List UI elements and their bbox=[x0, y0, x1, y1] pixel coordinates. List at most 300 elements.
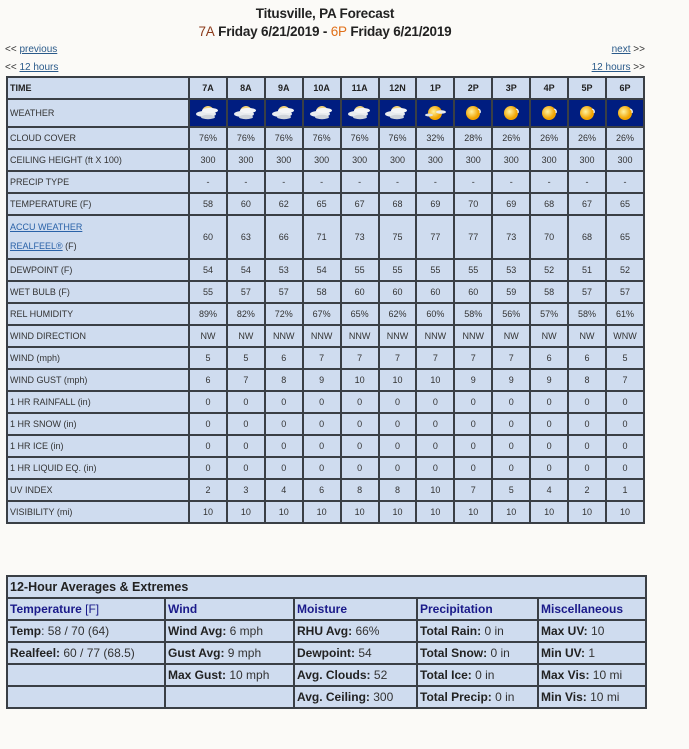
realfeel-unit: (F) bbox=[62, 241, 77, 251]
value-cell: 0 bbox=[606, 391, 644, 413]
row-label: WET BULB (F) bbox=[7, 281, 189, 303]
mostly-cloudy-icon bbox=[227, 99, 265, 127]
avg-rhu: RHU Avg: 66% bbox=[294, 620, 417, 642]
value-cell: 0 bbox=[530, 457, 568, 479]
accuweather-link[interactable]: ACCU WEATHER bbox=[10, 222, 83, 232]
time-row bbox=[7, 77, 644, 99]
value-cell: 10 bbox=[379, 501, 417, 523]
value-cell: 68 bbox=[568, 215, 606, 259]
value-cell: 9 bbox=[303, 369, 341, 391]
empty-cell bbox=[165, 686, 294, 708]
value-cell: 0 bbox=[454, 435, 492, 457]
value-cell: 67% bbox=[303, 303, 341, 325]
value-cell: 72% bbox=[265, 303, 303, 325]
value-cell: 65 bbox=[303, 193, 341, 215]
prev-arrows: << bbox=[5, 44, 20, 55]
value-cell: 0 bbox=[341, 391, 379, 413]
value-cell: 0 bbox=[454, 391, 492, 413]
table-row bbox=[7, 325, 644, 347]
value-cell: 5 bbox=[227, 347, 265, 369]
value-cell: 6 bbox=[568, 347, 606, 369]
value-cell: NNW bbox=[265, 325, 303, 347]
value-cell: 76% bbox=[379, 127, 417, 149]
table-row bbox=[7, 479, 644, 501]
value-cell: 32% bbox=[416, 127, 454, 149]
value-cell: 10 bbox=[606, 501, 644, 523]
value-cell: 0 bbox=[416, 413, 454, 435]
row-label: DEWPOINT (F) bbox=[7, 259, 189, 281]
value-cell: 0 bbox=[189, 457, 227, 479]
value-cell: 7 bbox=[379, 347, 417, 369]
value-cell: 7 bbox=[416, 347, 454, 369]
value-cell: 0 bbox=[530, 391, 568, 413]
value-cell: 7 bbox=[492, 347, 530, 369]
value-cell: 58 bbox=[303, 281, 341, 303]
value-cell: 73 bbox=[492, 215, 530, 259]
value-cell: 60 bbox=[227, 193, 265, 215]
value-cell: 0 bbox=[606, 413, 644, 435]
hourly-forecast-table bbox=[6, 76, 645, 524]
value-cell: 76% bbox=[341, 127, 379, 149]
value-cell: 0 bbox=[189, 391, 227, 413]
value-cell: 76% bbox=[189, 127, 227, 149]
value-cell: NNW bbox=[341, 325, 379, 347]
value-cell: 10 bbox=[379, 369, 417, 391]
value-cell: 0 bbox=[341, 457, 379, 479]
value-cell: 58 bbox=[530, 281, 568, 303]
value-cell: 55 bbox=[454, 259, 492, 281]
value-cell: 300 bbox=[189, 149, 227, 171]
nav-12hours bbox=[5, 62, 645, 73]
value-cell: 57 bbox=[227, 281, 265, 303]
row-label: REL HUMIDITY bbox=[7, 303, 189, 325]
value-cell: 0 bbox=[530, 435, 568, 457]
value-cell: 0 bbox=[416, 457, 454, 479]
value-cell: 8 bbox=[341, 479, 379, 501]
value-cell: 7 bbox=[303, 347, 341, 369]
value-cell: 76% bbox=[265, 127, 303, 149]
value-cell: 300 bbox=[568, 149, 606, 171]
value-cell: NW bbox=[492, 325, 530, 347]
realfeel-link[interactable]: REALFEEL® bbox=[10, 241, 63, 251]
value-cell: 10 bbox=[416, 479, 454, 501]
min-uv: Min UV: 1 bbox=[538, 642, 646, 664]
averages-table bbox=[6, 575, 647, 709]
value-cell: 0 bbox=[227, 391, 265, 413]
value-cell: 300 bbox=[341, 149, 379, 171]
value-cell: 0 bbox=[265, 435, 303, 457]
value-cell: 10 bbox=[568, 501, 606, 523]
value-cell: 3 bbox=[227, 479, 265, 501]
previous-12-hours-link[interactable]: 12 hours bbox=[19, 62, 59, 73]
section-miscellaneous: Miscellaneous bbox=[538, 598, 646, 620]
value-cell: 0 bbox=[606, 457, 644, 479]
value-cell: 10 bbox=[189, 501, 227, 523]
value-cell: 300 bbox=[265, 149, 303, 171]
value-cell: NNW bbox=[416, 325, 454, 347]
value-cell: 0 bbox=[492, 413, 530, 435]
value-cell: 58% bbox=[454, 303, 492, 325]
value-cell: NNW bbox=[454, 325, 492, 347]
value-cell: 7 bbox=[454, 347, 492, 369]
empty-cell bbox=[7, 664, 165, 686]
table-row bbox=[7, 149, 644, 171]
value-cell: 54 bbox=[189, 259, 227, 281]
empty-cell bbox=[7, 686, 165, 708]
row-label: CLOUD COVER bbox=[7, 127, 189, 149]
value-cell: 300 bbox=[303, 149, 341, 171]
table-row bbox=[7, 347, 644, 369]
value-cell: 10 bbox=[416, 369, 454, 391]
previous-link[interactable]: previous bbox=[19, 44, 58, 55]
value-cell: 65% bbox=[341, 303, 379, 325]
value-cell: 55 bbox=[416, 259, 454, 281]
value-cell: 300 bbox=[606, 149, 644, 171]
table-row bbox=[7, 259, 644, 281]
table-row bbox=[7, 193, 644, 215]
value-cell: 57% bbox=[530, 303, 568, 325]
table-row bbox=[7, 457, 644, 479]
total-precip: Total Precip: 0 in bbox=[417, 686, 538, 708]
value-cell: 58 bbox=[189, 193, 227, 215]
hour-header: 6P bbox=[606, 77, 644, 99]
value-cell: 5 bbox=[492, 479, 530, 501]
value-cell: 71 bbox=[303, 215, 341, 259]
value-cell: 8 bbox=[568, 369, 606, 391]
value-cell: 10 bbox=[530, 501, 568, 523]
sunny-icon bbox=[454, 99, 492, 127]
value-cell: 300 bbox=[530, 149, 568, 171]
avg-ceiling: Avg. Ceiling: 300 bbox=[294, 686, 417, 708]
max-visibility: Max Vis: 10 mi bbox=[538, 664, 646, 686]
value-cell: 73 bbox=[341, 215, 379, 259]
value-cell: 0 bbox=[227, 457, 265, 479]
value-cell: - bbox=[265, 171, 303, 193]
partly-sunny-icon bbox=[416, 99, 454, 127]
hour-header: 2P bbox=[454, 77, 492, 99]
value-cell: 7 bbox=[341, 347, 379, 369]
value-cell: 60% bbox=[416, 303, 454, 325]
value-cell: 65 bbox=[606, 215, 644, 259]
value-cell: 5 bbox=[189, 347, 227, 369]
range-start-date: Friday 6/21/2019 - bbox=[214, 24, 331, 39]
row-label: 1 HR ICE (in) bbox=[7, 435, 189, 457]
value-cell: 0 bbox=[568, 413, 606, 435]
table-row bbox=[7, 391, 644, 413]
value-cell: - bbox=[492, 171, 530, 193]
mostly-cloudy-icon bbox=[303, 99, 341, 127]
value-cell: 58% bbox=[568, 303, 606, 325]
value-cell: NW bbox=[227, 325, 265, 347]
value-cell: 62% bbox=[379, 303, 417, 325]
value-cell: 5 bbox=[606, 347, 644, 369]
value-cell: 0 bbox=[568, 391, 606, 413]
value-cell: 0 bbox=[341, 413, 379, 435]
value-cell: 0 bbox=[606, 435, 644, 457]
table-row bbox=[7, 369, 644, 391]
hour-header: 1P bbox=[416, 77, 454, 99]
value-cell: 8 bbox=[265, 369, 303, 391]
value-cell: 7 bbox=[606, 369, 644, 391]
value-cell: 67 bbox=[341, 193, 379, 215]
value-cell: - bbox=[606, 171, 644, 193]
value-cell: 300 bbox=[454, 149, 492, 171]
hour-header: 5P bbox=[568, 77, 606, 99]
hour-header: 12N bbox=[379, 77, 417, 99]
max-gust: Max Gust: 10 mph bbox=[165, 664, 294, 686]
value-cell: 300 bbox=[227, 149, 265, 171]
row-label: CEILING HEIGHT (ft X 100) bbox=[7, 149, 189, 171]
avg-dewpoint: Dewpoint: 54 bbox=[294, 642, 417, 664]
row-label: WEATHER bbox=[7, 99, 189, 127]
max-uv: Max UV: 10 bbox=[538, 620, 646, 642]
value-cell: 51 bbox=[568, 259, 606, 281]
value-cell: 70 bbox=[530, 215, 568, 259]
value-cell: 60 bbox=[341, 281, 379, 303]
value-cell: 0 bbox=[492, 457, 530, 479]
value-cell: - bbox=[303, 171, 341, 193]
page-header bbox=[0, 5, 650, 41]
table-row bbox=[7, 215, 644, 259]
sunny-icon bbox=[606, 99, 644, 127]
value-cell: 65 bbox=[606, 193, 644, 215]
section-moisture: Moisture bbox=[294, 598, 417, 620]
value-cell: - bbox=[227, 171, 265, 193]
value-cell: - bbox=[341, 171, 379, 193]
value-cell: 89% bbox=[189, 303, 227, 325]
value-cell: 8 bbox=[379, 479, 417, 501]
value-cell: 53 bbox=[265, 259, 303, 281]
row-label: 1 HR RAINFALL (in) bbox=[7, 391, 189, 413]
next-arrows: >> bbox=[630, 44, 645, 55]
value-cell: 53 bbox=[492, 259, 530, 281]
value-cell: 69 bbox=[416, 193, 454, 215]
table-row bbox=[7, 127, 644, 149]
total-ice: Total Ice: 0 in bbox=[417, 664, 538, 686]
value-cell: 55 bbox=[341, 259, 379, 281]
next-link[interactable]: next bbox=[611, 44, 631, 55]
value-cell: 60 bbox=[379, 281, 417, 303]
value-cell: 76% bbox=[303, 127, 341, 149]
value-cell: 60 bbox=[454, 281, 492, 303]
value-cell: 0 bbox=[303, 391, 341, 413]
value-cell: - bbox=[379, 171, 417, 193]
value-cell: 0 bbox=[568, 435, 606, 457]
value-cell: 0 bbox=[265, 413, 303, 435]
page-title: Titusville, PA Forecast bbox=[255, 6, 395, 21]
value-cell: NNW bbox=[303, 325, 341, 347]
value-cell: 55 bbox=[379, 259, 417, 281]
avg-realfeel: Realfeel: 60 / 77 (68.5) bbox=[7, 642, 165, 664]
value-cell: 4 bbox=[530, 479, 568, 501]
row-label: PRECIP TYPE bbox=[7, 171, 189, 193]
hour-header: 8A bbox=[227, 77, 265, 99]
mostly-cloudy-icon bbox=[265, 99, 303, 127]
value-cell: 0 bbox=[189, 413, 227, 435]
value-cell: 52 bbox=[606, 259, 644, 281]
value-cell: 62 bbox=[265, 193, 303, 215]
nav-day bbox=[5, 44, 645, 55]
value-cell: 57 bbox=[568, 281, 606, 303]
table-row bbox=[7, 413, 644, 435]
value-cell: - bbox=[530, 171, 568, 193]
value-cell: 26% bbox=[568, 127, 606, 149]
value-cell: 60 bbox=[189, 215, 227, 259]
row-label: 1 HR LIQUID EQ. (in) bbox=[7, 457, 189, 479]
value-cell: 0 bbox=[492, 435, 530, 457]
value-cell: 26% bbox=[530, 127, 568, 149]
value-cell: 10 bbox=[492, 501, 530, 523]
hour-header: 10A bbox=[303, 77, 341, 99]
value-cell: 10 bbox=[416, 501, 454, 523]
value-cell: 7 bbox=[454, 479, 492, 501]
total-snow: Total Snow: 0 in bbox=[417, 642, 538, 664]
hour-header: 11A bbox=[341, 77, 379, 99]
value-cell: 0 bbox=[189, 435, 227, 457]
value-cell: 0 bbox=[303, 413, 341, 435]
value-cell: 66 bbox=[265, 215, 303, 259]
value-cell: 59 bbox=[492, 281, 530, 303]
sunny-icon bbox=[568, 99, 606, 127]
value-cell: 2 bbox=[189, 479, 227, 501]
value-cell: 2 bbox=[568, 479, 606, 501]
value-cell: 1 bbox=[606, 479, 644, 501]
value-cell: 68 bbox=[379, 193, 417, 215]
value-cell: NW bbox=[530, 325, 568, 347]
value-cell: 0 bbox=[303, 435, 341, 457]
averages-caption: 12-Hour Averages & Extremes bbox=[7, 576, 646, 598]
row-label: 1 HR SNOW (in) bbox=[7, 413, 189, 435]
table-row bbox=[7, 501, 644, 523]
value-cell: 4 bbox=[265, 479, 303, 501]
table-row bbox=[7, 303, 644, 325]
mostly-cloudy-icon bbox=[379, 99, 417, 127]
value-cell: 57 bbox=[265, 281, 303, 303]
value-cell: 6 bbox=[303, 479, 341, 501]
value-cell: 77 bbox=[454, 215, 492, 259]
value-cell: 0 bbox=[227, 413, 265, 435]
value-cell: 76% bbox=[227, 127, 265, 149]
sunny-icon bbox=[530, 99, 568, 127]
value-cell: 10 bbox=[303, 501, 341, 523]
row-label: WIND (mph) bbox=[7, 347, 189, 369]
range-start-time: 7A bbox=[198, 24, 215, 39]
range-end-date: Friday 6/21/2019 bbox=[346, 24, 452, 39]
value-cell: - bbox=[416, 171, 454, 193]
value-cell: 9 bbox=[530, 369, 568, 391]
value-cell: 300 bbox=[379, 149, 417, 171]
value-cell: 82% bbox=[227, 303, 265, 325]
value-cell: 0 bbox=[416, 435, 454, 457]
value-cell: 52 bbox=[530, 259, 568, 281]
avg-wind: Wind Avg: 6 mph bbox=[165, 620, 294, 642]
value-cell: 26% bbox=[492, 127, 530, 149]
value-cell: 0 bbox=[454, 457, 492, 479]
value-cell: 26% bbox=[606, 127, 644, 149]
mostly-cloudy-icon bbox=[189, 99, 227, 127]
value-cell: 28% bbox=[454, 127, 492, 149]
avg-temp: Temp: 58 / 70 (64) bbox=[7, 620, 165, 642]
row-label: WIND DIRECTION bbox=[7, 325, 189, 347]
value-cell: 61% bbox=[606, 303, 644, 325]
value-cell: 0 bbox=[341, 435, 379, 457]
value-cell: 7 bbox=[227, 369, 265, 391]
value-cell: WNW bbox=[606, 325, 644, 347]
value-cell: 57 bbox=[606, 281, 644, 303]
hour-header: 7A bbox=[189, 77, 227, 99]
value-cell: 9 bbox=[492, 369, 530, 391]
value-cell: 54 bbox=[303, 259, 341, 281]
row-label: WIND GUST (mph) bbox=[7, 369, 189, 391]
value-cell: 0 bbox=[492, 391, 530, 413]
row-label: TIME bbox=[7, 77, 189, 99]
table-row bbox=[7, 171, 644, 193]
value-cell: 10 bbox=[341, 369, 379, 391]
value-cell: 60 bbox=[416, 281, 454, 303]
value-cell: 70 bbox=[454, 193, 492, 215]
total-rain: Total Rain: 0 in bbox=[417, 620, 538, 642]
section-precipitation: Precipitation bbox=[417, 598, 538, 620]
row-label: UV INDEX bbox=[7, 479, 189, 501]
value-cell: - bbox=[454, 171, 492, 193]
row-label: TEMPERATURE (F) bbox=[7, 193, 189, 215]
value-cell: 6 bbox=[530, 347, 568, 369]
next12-arrows: >> bbox=[630, 62, 645, 73]
value-cell: 77 bbox=[416, 215, 454, 259]
value-cell: 0 bbox=[227, 435, 265, 457]
value-cell: 0 bbox=[530, 413, 568, 435]
value-cell: - bbox=[568, 171, 606, 193]
table-row bbox=[7, 281, 644, 303]
value-cell: 69 bbox=[492, 193, 530, 215]
value-cell: 55 bbox=[189, 281, 227, 303]
value-cell: 10 bbox=[341, 501, 379, 523]
value-cell: 6 bbox=[189, 369, 227, 391]
value-cell: 10 bbox=[265, 501, 303, 523]
avg-gust: Gust Avg: 9 mph bbox=[165, 642, 294, 664]
date-range bbox=[0, 23, 650, 41]
range-end-time: 6P bbox=[330, 24, 347, 39]
section-temperature: Temperature [F] bbox=[7, 598, 165, 620]
sunny-icon bbox=[492, 99, 530, 127]
weather-row bbox=[7, 99, 644, 127]
next-12-hours-link[interactable]: 12 hours bbox=[591, 62, 631, 73]
row-label: VISIBILITY (mi) bbox=[7, 501, 189, 523]
value-cell: NW bbox=[189, 325, 227, 347]
value-cell: NNW bbox=[379, 325, 417, 347]
value-cell: 63 bbox=[227, 215, 265, 259]
value-cell: 0 bbox=[416, 391, 454, 413]
value-cell: 0 bbox=[265, 457, 303, 479]
section-wind: Wind bbox=[165, 598, 294, 620]
value-cell: 54 bbox=[227, 259, 265, 281]
value-cell: 75 bbox=[379, 215, 417, 259]
value-cell: 300 bbox=[492, 149, 530, 171]
value-cell: 10 bbox=[454, 501, 492, 523]
hour-header: 9A bbox=[265, 77, 303, 99]
value-cell: 0 bbox=[379, 435, 417, 457]
table-row bbox=[7, 435, 644, 457]
value-cell: 67 bbox=[568, 193, 606, 215]
value-cell: - bbox=[189, 171, 227, 193]
min-visibility: Min Vis: 10 mi bbox=[538, 686, 646, 708]
value-cell: 0 bbox=[568, 457, 606, 479]
value-cell: NW bbox=[568, 325, 606, 347]
value-cell: 56% bbox=[492, 303, 530, 325]
value-cell: 0 bbox=[265, 391, 303, 413]
value-cell: 0 bbox=[303, 457, 341, 479]
value-cell: 10 bbox=[227, 501, 265, 523]
